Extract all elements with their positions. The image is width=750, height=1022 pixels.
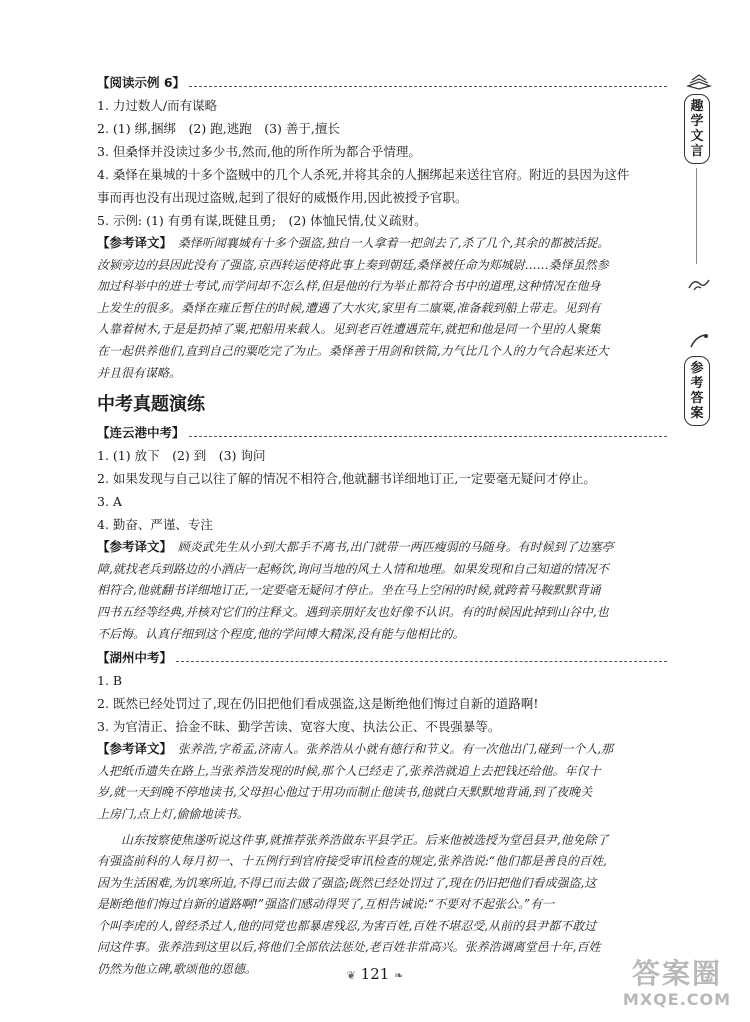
translation-line: 桑怿听闻襄城有十多个强盗,独自一人拿着一把剑去了,杀了几个,其余的都被活捉。 <box>165 236 610 250</box>
page-ornament-left-icon: ❦ <box>346 969 356 982</box>
translation-line: 个叫李虎的人,曾经杀过人,他的同党也都暴虐残忍,为害百姓,百姓不堪忍受,从前的县尹都不敢过 <box>97 918 597 933</box>
translation-line: 顾炎武先生从小到大都手不离书,出门就带一两匹瘦弱的马随身。有时候到了边塞亭 <box>165 540 614 555</box>
translation-line: 加过科举中的进士考试,而学问却不怎么样,但是他的行为举止都符合书中的道理,这种情况在他身 <box>97 279 601 294</box>
translation-line: 上发生的很多。桑怿在雍丘暂住的时候,遭遇了大水灾,家里有二廪粟,准备载到船上带走。见到有 <box>97 300 601 315</box>
page-number-text: 121 <box>360 965 390 983</box>
section-header-reading-example <box>97 72 667 94</box>
watermark-title: 答案圈 <box>631 957 722 990</box>
reference-translation <box>97 536 667 645</box>
answer-line: 2. (1) 绑,捆绑 (2) 跑,逃跑 (3) 善于,擅长 <box>97 121 340 136</box>
page-title: 中考真题演练 <box>97 394 205 416</box>
translation-line: 人靠着树木,于是是扔掉了粟,把船用来载人。见到老百姓遭遇荒年,就把和他是同一个里的人聚集 <box>97 322 601 337</box>
answer-line: 4. 勤奋、严谨、专注 <box>97 517 213 533</box>
translation-tag: 【参考译文】 <box>97 741 166 757</box>
section-header-huzhou <box>97 647 667 669</box>
translation-line: 在一起供养他们,直到自己的粟吃完了为止。桑怿善于用剑和铁简,力气比几个人的力气合起来还大 <box>97 343 609 358</box>
answer-line: 事而再也没有出现过盗贼,起到了很好的威慑作用,因此被授予官职。 <box>97 190 468 205</box>
translation-line: 问这件事。张养浩到这里以后,将他们全部依法惩处,老百姓非常高兴。张养浩调离堂邑十年,百姓 <box>97 940 601 955</box>
section-label: 【连云港中考】 <box>97 425 185 441</box>
section-header-lianyungang <box>97 422 667 444</box>
watermark <box>610 958 744 1018</box>
translation-line: 张养浩,字希孟,济南人。张养浩从小就有德行和节义。有一次他出门,碰到一个人,那 <box>165 742 614 757</box>
translation-line: 是断绝他们悔过自新的道路啊!”强盗们感动得哭了,互相告诫说:“不要对不起张公。”有一 <box>97 897 555 912</box>
section-label: 【湖州中考】 <box>97 650 173 666</box>
dotted-rule <box>189 85 667 87</box>
translation-line: 障,就找老兵到路边的小酒店一起畅饮,询问当地的风土人情和地理。如果发现和自己知道的情况不 <box>97 561 609 576</box>
reference-translation <box>97 738 667 981</box>
translation-tag: 【参考译文】 <box>97 539 166 555</box>
translation-line: 不后悔。认真仔细到这个程度,他的学问博大精深,没有能与他相比的。 <box>97 626 465 641</box>
translation-line: 相符合,他就翻书详细地订正,一定要毫无疑问才停止。坐在马上空闲的时候,就跨着马鞍默默背诵 <box>97 583 601 598</box>
answer-line: 5. 示例: (1) 有勇有谋,既健且勇; (2) 体恤民情,仗义疏财。 <box>97 213 427 228</box>
watermark-url: MXQE.COM <box>622 990 732 1009</box>
translation-line: 山东按察使焦遂听说这件事,就推荐张养浩做东平县学正。后来他被选授为堂邑县尹,他免除了 <box>121 832 609 847</box>
main-content <box>97 70 667 981</box>
translation-line: 上房门,点上灯,偷偷地读书。 <box>97 806 249 821</box>
translation-line: 四书五经等经典,并核对它们的注释文。遇到亲朋好友也好像不认识。有的时候因此掉到山谷中,也 <box>97 604 609 619</box>
translation-line: 并且很有谋略。 <box>97 365 182 380</box>
translation-line: 汝颍旁边的县因此没有了强盗,京西转运使将此事上奏到朝廷,桑怿被任命为郏城尉……桑怿虽然参 <box>97 257 609 272</box>
dotted-rule <box>176 660 667 662</box>
sidebar-tab-label: 参考答案 <box>690 361 704 421</box>
translation-line: 岁,就一天到晚不停地读书,父母担心他过于用功而制止他读书,他就白天默默地背诵,到了夜晚关 <box>97 785 593 800</box>
answer-line: 1. B <box>97 673 123 689</box>
page-ornament-right-icon: ❧ <box>394 969 404 982</box>
reference-translation <box>97 232 667 384</box>
answer-line: 1. (1) 放下 (2) 到 (3) 询问 <box>97 448 266 464</box>
answer-line: 4. 桑怿在巢城的十多个盗贼中的几个人杀死,并将其余的人捆绑起来送往官府。附近的县因为这件 <box>97 167 630 182</box>
sidebar-tab-label: 趣学文言 <box>690 99 704 159</box>
translation-line: 仍然为他立碑,歌颂他的恩德。 <box>97 962 257 977</box>
book-stack-icon <box>686 72 712 90</box>
answer-line: 3. 但桑怿并没读过多少书,然而,他的所作所为都合乎情理。 <box>97 144 421 159</box>
translation-tag: 【参考译文】 <box>97 235 166 250</box>
translation-line: 有强盗前科的人每月初一、十五例行到官府接受审讯检查的规定,张养浩说:“他们都是善良的百姓, <box>97 854 607 869</box>
sidebar-tab-fun-classical <box>684 94 710 164</box>
sidebar-divider <box>696 168 697 264</box>
answer-line: 2. 如果发现与自己以往了解的情况不相符合,他就翻书详细地订正,一定要毫无疑问才停止。 <box>97 471 596 487</box>
leaf-ornament-icon <box>686 276 712 294</box>
page-number <box>337 962 413 986</box>
sidebar-tab-answers <box>684 356 710 426</box>
answer-line: 3. A <box>97 494 122 510</box>
brush-ornament-icon <box>686 332 712 350</box>
answer-line: 1. 力过数人/而有谋略 <box>97 98 218 113</box>
translation-line: 因为生活困难,为饥寒所迫,不得已而去做了强盗;既然已经处罚过了,现在仍旧把他们看成强盗,这 <box>97 875 597 890</box>
section-label: 【阅读示例 6】 <box>97 75 186 90</box>
answer-line: 3. 为官清正、拾金不昧、勤学苦读、宽容大度、执法公正、不畏强暴等。 <box>97 719 501 735</box>
dotted-rule <box>189 435 667 437</box>
translation-line: 人把纸币遗失在路上,当张养浩发现的时候,那个人已经走了,张养浩就追上去把钱还给他。年仅十 <box>97 763 601 778</box>
answer-line: 2. 既然已经处罚过了,现在仍旧把他们看成强盗,这是断绝他们悔过自新的道路啊! <box>97 696 539 712</box>
